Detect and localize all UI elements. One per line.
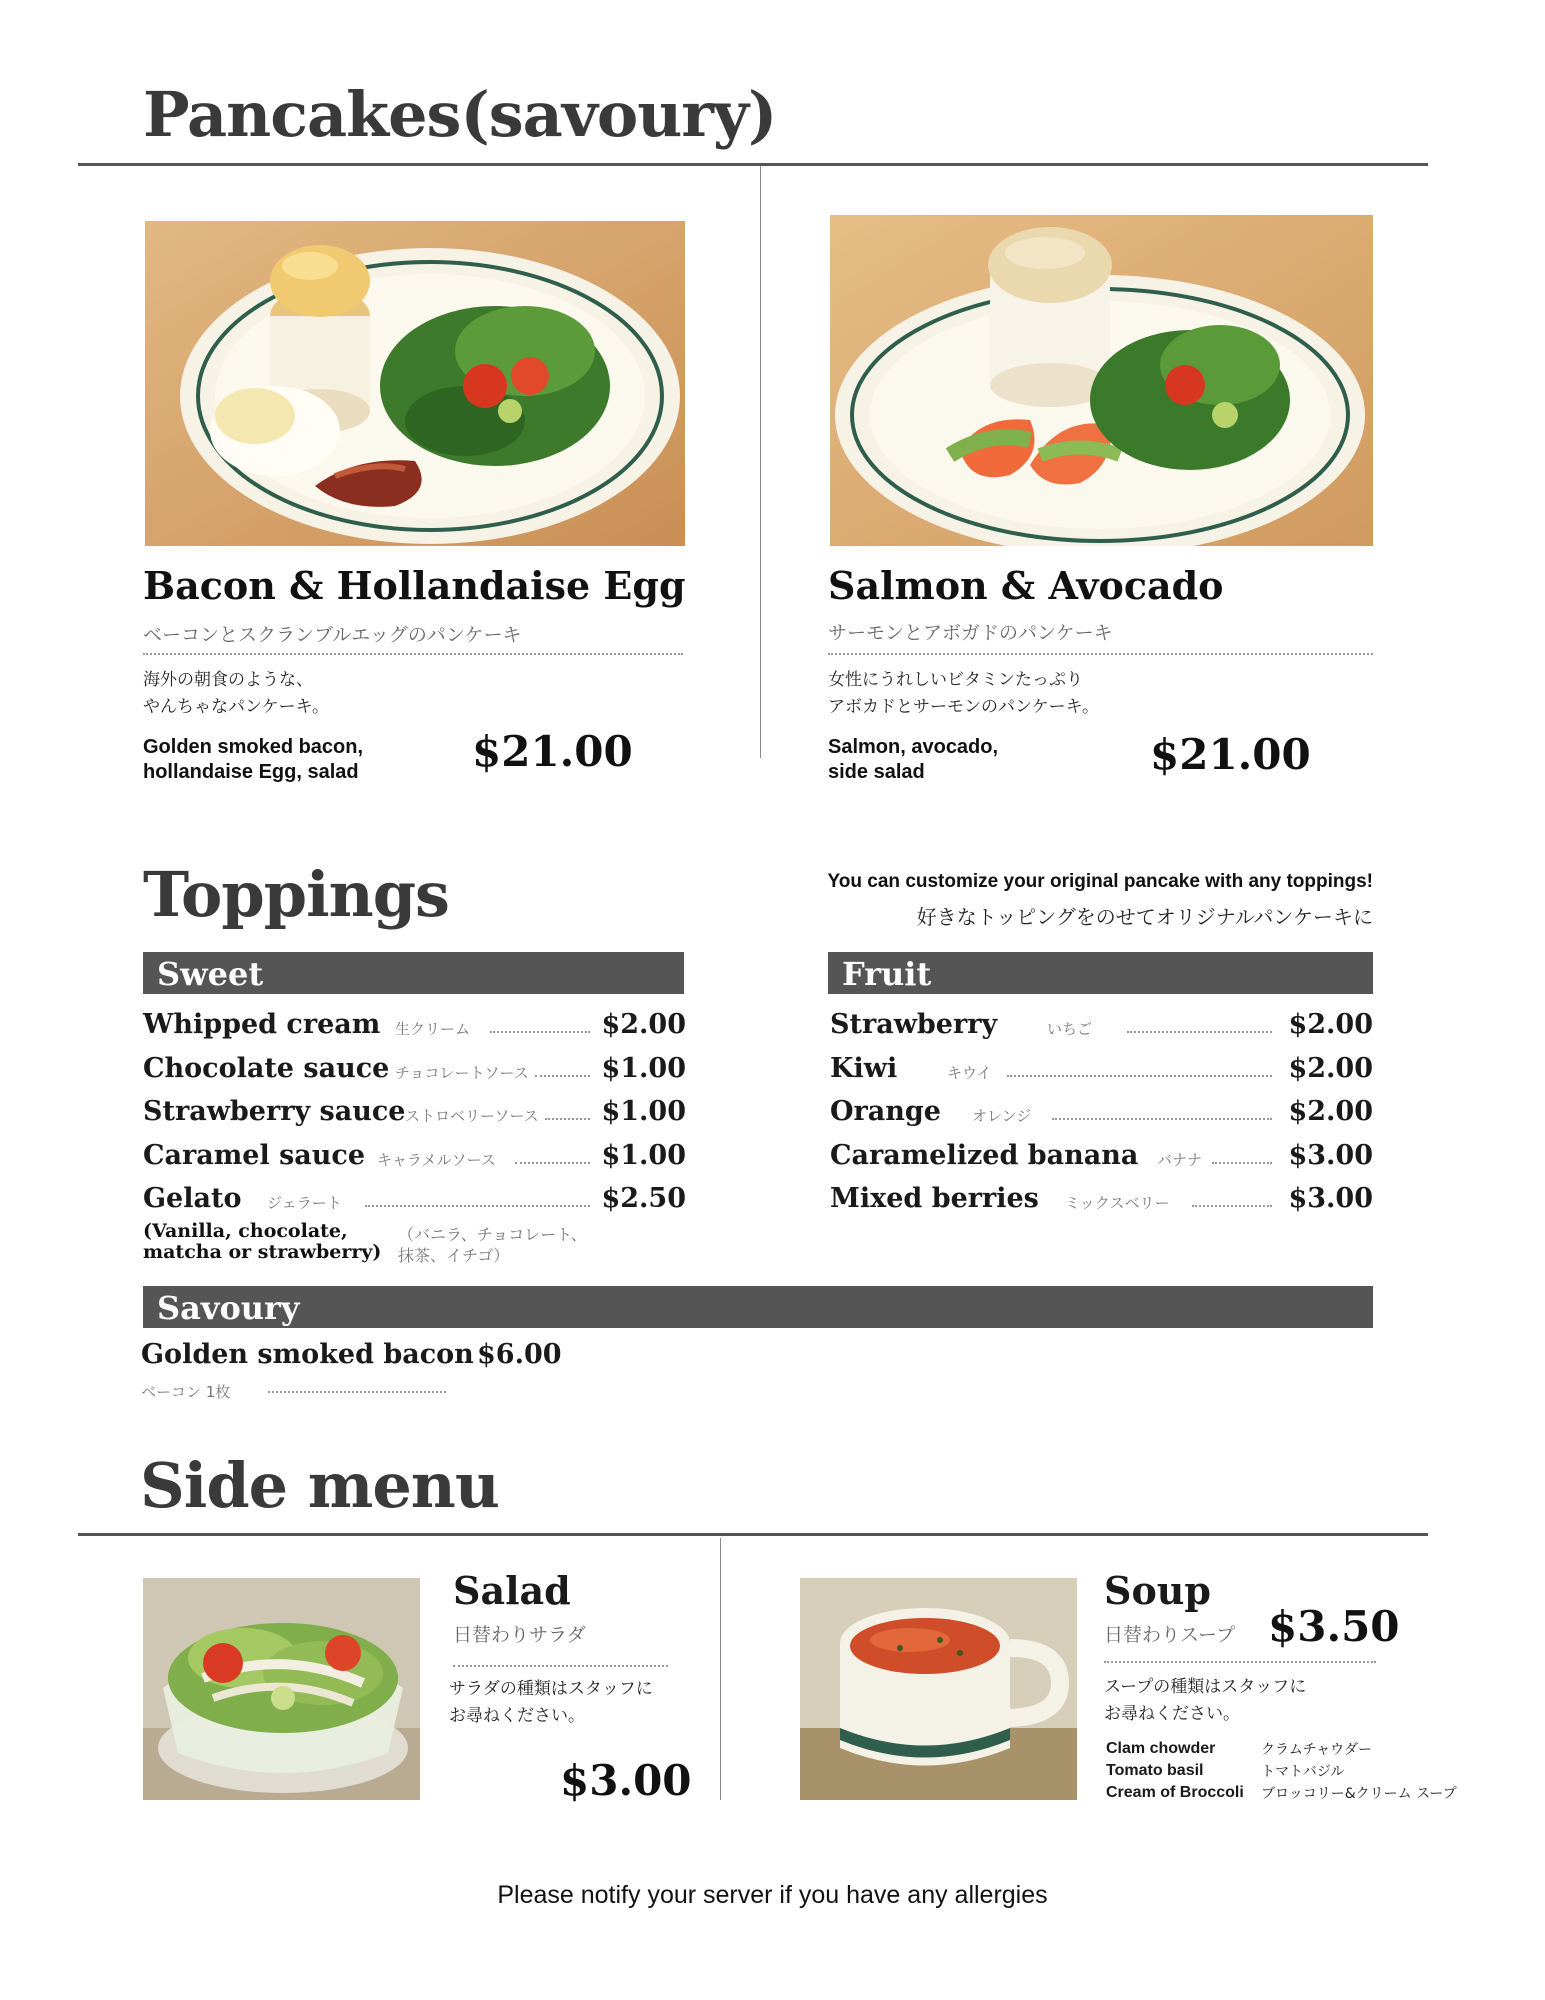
bacon-pancake-name: Bacon & Hollandaise Egg xyxy=(143,563,686,608)
soup-name: Soup xyxy=(1104,1568,1211,1613)
topping-price: $2.00 xyxy=(601,1009,686,1040)
salmon-pancake-en-description: Salmon, avocado, side salad xyxy=(828,736,999,783)
savoury-item-name: Golden smoked bacon xyxy=(141,1339,474,1370)
topping-price: $3.00 xyxy=(1288,1183,1373,1214)
topping-row xyxy=(830,1009,1373,1049)
soup-option-jp: トマトバジル xyxy=(1261,1764,1345,1780)
side-menu-divider xyxy=(78,1533,1428,1536)
bacon-pancake-jp-name: ベーコンとスクランブルエッグのパンケーキ xyxy=(143,624,522,646)
fruit-header-bar: Fruit xyxy=(828,952,1373,994)
toppings-note-jp: 好きなトッピングをのせてオリジナルパンケーキに xyxy=(916,905,1373,929)
salmon-pancake-jp-description: 女性にうれしいビタミンたっぷり アボカドとサーモンのパンケーキ。 xyxy=(828,670,1099,717)
topping-name: Caramelized banana xyxy=(830,1140,1139,1171)
topping-jp-name: ジェラート xyxy=(267,1194,342,1212)
soup-price: $3.50 xyxy=(1268,1602,1400,1651)
topping-name: Chocolate sauce xyxy=(143,1053,390,1084)
topping-leader-dots xyxy=(1192,1205,1272,1207)
topping-jp-name: キャラメルソース xyxy=(377,1151,496,1169)
topping-price: $2.50 xyxy=(601,1183,686,1214)
topping-price: $2.00 xyxy=(1288,1053,1373,1084)
topping-leader-dots xyxy=(365,1205,590,1207)
salmon-pancake-dotted-divider xyxy=(828,653,1373,655)
topping-leader-dots xyxy=(1052,1118,1272,1120)
topping-jp-name: いちご xyxy=(1047,1020,1093,1038)
topping-price: $2.00 xyxy=(1288,1096,1373,1127)
salmon-pancake-name: Salmon & Avocado xyxy=(828,563,1224,608)
topping-name: Strawberry xyxy=(830,1009,998,1040)
topping-name: Gelato xyxy=(143,1183,242,1214)
savoury-item-price: $6.00 xyxy=(477,1339,562,1370)
topping-jp-name: キウイ xyxy=(947,1064,992,1082)
bacon-pancake-dotted-divider xyxy=(143,653,683,655)
bacon-pancake-jp-description: 海外の朝食のような、 やんちゃなパンケーキ。 xyxy=(143,670,329,717)
salad-name: Salad xyxy=(453,1568,571,1613)
topping-leader-dots xyxy=(535,1075,590,1077)
salad-photo xyxy=(143,1578,420,1800)
savoury-header-bar: Savoury xyxy=(143,1286,1373,1328)
side-menu-section-title: Side menu xyxy=(140,1449,499,1522)
topping-name: Strawberry sauce xyxy=(143,1096,406,1127)
salad-dotted-divider xyxy=(453,1665,668,1667)
topping-row xyxy=(143,1053,686,1093)
topping-jp-name: ストロベリーソース xyxy=(405,1107,539,1125)
bacon-pancake-photo xyxy=(145,221,685,546)
topping-price: $1.00 xyxy=(601,1096,686,1127)
soup-option-jp: ブロッコリー&クリーム スープ xyxy=(1261,1786,1457,1802)
pancakes-divider xyxy=(78,163,1428,166)
topping-name: Orange xyxy=(830,1096,941,1127)
soup-option-en: Clam chowder xyxy=(1106,1740,1216,1757)
sweet-header-bar: Sweet xyxy=(143,952,684,994)
topping-jp-name: ミックスベリー xyxy=(1065,1194,1170,1212)
topping-leader-dots xyxy=(1007,1075,1272,1077)
pancakes-column-divider xyxy=(760,166,761,758)
topping-jp-name: バナナ xyxy=(1157,1151,1203,1169)
topping-row xyxy=(143,1140,686,1180)
topping-row xyxy=(830,1053,1373,1093)
topping-row xyxy=(830,1096,1373,1136)
topping-leader-dots xyxy=(545,1118,590,1120)
topping-name: Kiwi xyxy=(830,1053,898,1084)
topping-price: $1.00 xyxy=(601,1053,686,1084)
soup-option-en: Tomato basil xyxy=(1106,1762,1204,1779)
topping-name: Whipped cream xyxy=(143,1009,381,1040)
savoury-item-jp: ベーコン 1枚 xyxy=(141,1383,231,1401)
soup-option-en: Cream of Broccoli xyxy=(1106,1784,1244,1801)
gelato-flavours-en: (Vanilla, chocolate, matcha or strawberry) xyxy=(143,1220,382,1263)
topping-row xyxy=(830,1140,1373,1180)
topping-price: $2.00 xyxy=(1288,1009,1373,1040)
salmon-pancake-jp-name: サーモンとアボガドのパンケーキ xyxy=(828,622,1113,644)
topping-leader-dots xyxy=(1212,1162,1272,1164)
topping-row xyxy=(143,1096,686,1136)
topping-leader-dots xyxy=(515,1162,590,1164)
salmon-pancake-photo xyxy=(830,215,1373,546)
topping-name: Caramel sauce xyxy=(143,1140,366,1171)
topping-price: $1.00 xyxy=(601,1140,686,1171)
salad-jp-name: 日替わりサラダ xyxy=(453,1624,586,1646)
topping-jp-name: 生クリーム xyxy=(395,1020,471,1038)
topping-jp-name: オレンジ xyxy=(972,1107,1032,1125)
toppings-section-title: Toppings xyxy=(143,858,449,931)
savoury-leader-dots xyxy=(268,1391,446,1393)
soup-dotted-divider xyxy=(1104,1661,1376,1663)
soup-jp-name: 日替わりスープ xyxy=(1104,1624,1236,1646)
bacon-pancake-price: $21.00 xyxy=(472,727,633,776)
salad-jp-description: サラダの種類はスタッフに お尋ねください。 xyxy=(449,1679,653,1726)
soup-photo xyxy=(800,1578,1077,1800)
topping-price: $3.00 xyxy=(1288,1140,1373,1171)
topping-leader-dots xyxy=(1127,1031,1272,1033)
bacon-pancake-en-description: Golden smoked bacon, hollandaise Egg, salad xyxy=(143,736,364,783)
soup-option-jp: クラムチャウダー xyxy=(1261,1742,1373,1758)
soup-jp-description: スープの種類はスタッフに お尋ねください。 xyxy=(1104,1677,1307,1724)
allergy-notice: Please notify your server if you have any allergies xyxy=(497,1881,1048,1909)
topping-row xyxy=(830,1183,1373,1223)
side-menu-column-divider xyxy=(720,1538,721,1800)
pancakes-section-title: Pancakes(savoury) xyxy=(143,78,777,151)
topping-row xyxy=(143,1183,686,1223)
toppings-note-en: You can customize your original pancake with any toppings! xyxy=(827,871,1373,892)
topping-jp-name: チョコレートソース xyxy=(395,1064,529,1082)
salad-price: $3.00 xyxy=(560,1756,692,1805)
topping-leader-dots xyxy=(490,1031,590,1033)
topping-name: Mixed berries xyxy=(830,1183,1039,1214)
topping-row xyxy=(143,1009,686,1049)
gelato-flavours-jp: （バニラ、チョコレート、 抹茶、イチゴ） xyxy=(398,1225,587,1265)
salmon-pancake-price: $21.00 xyxy=(1150,730,1311,779)
